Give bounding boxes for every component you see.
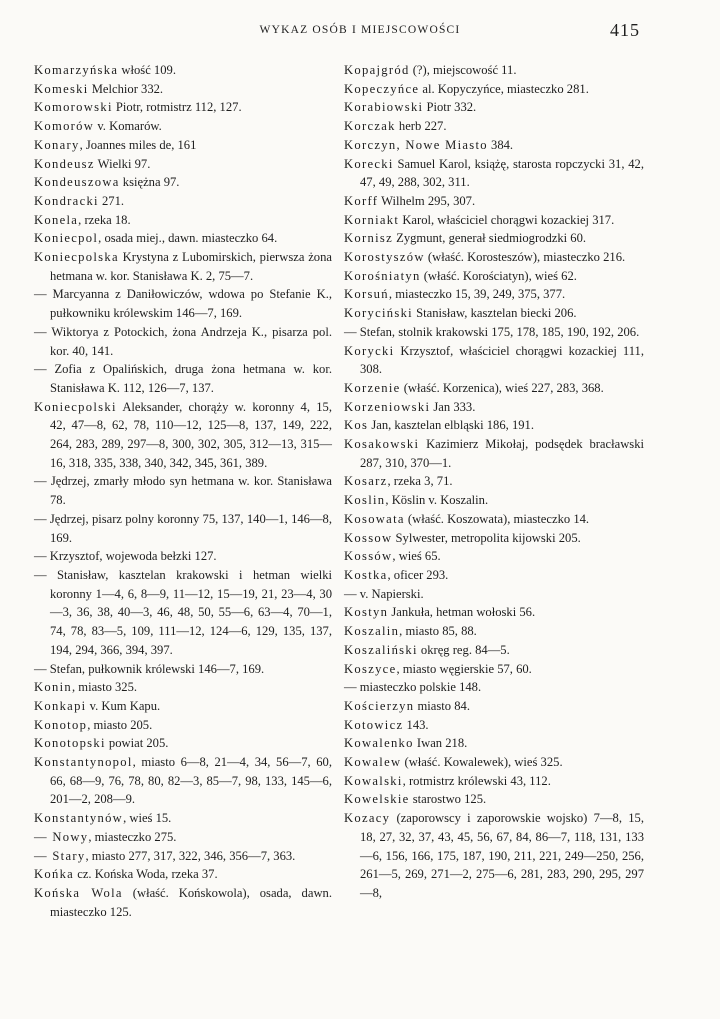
index-entry-text: — Jędrzej, pisarz polny koronny 75, 137, 140—1, 146—8, 169. [34, 511, 332, 545]
index-entry-text: (właść. Koszowata), miasteczko 14. [404, 511, 590, 526]
index-entry-text: — Stefan, pułkownik królewski 146—7, 169. [34, 661, 265, 676]
index-headword: Końka [34, 867, 75, 882]
index-headword: Koszyce [344, 661, 397, 676]
index-entry [344, 641, 644, 660]
page-number: 415 [610, 20, 640, 40]
index-headword: Koszaliński [344, 642, 418, 657]
index-headword: Kopajgród [344, 63, 410, 77]
index-entry-text: — Zofia z Opalińskich, druga żona hetmana w. kor. Stanisława K. 112, 126—7, 137. [34, 362, 332, 395]
index-entry [344, 622, 644, 641]
index-entry-text: , rzeka 3, 71. [387, 474, 453, 489]
index-entry-text: , osada miej., dawn. miasteczko 64. [98, 231, 278, 246]
index-headword: Kosowata [344, 511, 405, 526]
index-entry-text: , miasteczko 275. [88, 829, 177, 844]
index-entry-text: cz. Końska Woda, rzeka 37. [74, 867, 218, 882]
index-entry-text: — Wiktorya z Potockich, żona Andrzeja K., pisarza pol. kor. 40, 141. [34, 324, 332, 358]
index-headword: Komorowski [34, 100, 113, 115]
index-headword: Korff [344, 193, 379, 208]
index-entry-text: , Joannes miles de, 161 [79, 137, 197, 152]
index-subentry [34, 285, 332, 322]
index-headword: Korsuń [344, 287, 389, 302]
index-entry [344, 136, 644, 155]
index-entry-text: 384. [487, 137, 514, 152]
index-entry-text: , miasto 85, 88. [399, 624, 477, 639]
index-entry-text: 271. [98, 193, 125, 208]
index-entry-text: Melchior 332. [88, 81, 164, 96]
index-headword: Korzeniowski [344, 399, 431, 414]
index-headword: Konin [34, 680, 72, 695]
index-entry-text: Aleksander, chorąży w. koronny 4, 15, 42, 47—8, 62, 78, 110—12, 125—8, 137, 149, 222, 264, 283, 289, 297—8, 300, 302, 305, 312—13, 315—16, 318, 335, 338, 340, 342, 345, 361, 389. [50, 399, 332, 470]
index-entry-text: (właść. Korosteszów), miasteczko 216. [424, 250, 626, 265]
index-entry [34, 229, 332, 248]
index-entry-text: Piotr 332. [423, 100, 477, 115]
index-headword: Końska Wola [34, 885, 123, 900]
index-entry-text: — Stanisław, kasztelan krakowski i hetman wielki koronny 1—4, 6, 8—9, 11—12, 15—19, 21, 23—4, 30—3, 36, 38, 40—3, 46, 48, 50, 55—6, 63—4, 70—1, 74, 78, 83—5, 109, 111—12, 124—6, 129, 135, 137, 194, 294, 366, 394, 397. [34, 567, 332, 657]
index-headword: Konotop [34, 717, 88, 732]
index-headword: Korniakt [344, 212, 400, 227]
index-entry [344, 304, 644, 323]
index-subentry [344, 585, 644, 604]
index-entry [344, 98, 644, 117]
index-entry [34, 248, 332, 285]
index-entry-text: — Jędrzej, zmarły młodo syn hetmana w. kor. Stanisława 78. [34, 474, 332, 508]
index-entry-text: , Köslin v. Koszalin. [385, 493, 489, 508]
index-subentry [344, 323, 644, 342]
index-entry-text: księżna 97. [119, 175, 180, 190]
index-headword: Konotopski [34, 736, 106, 751]
index-headword: Kozacy [344, 811, 391, 826]
index-entry-text: , miasto 277, 317, 322, 346, 356—7, 363. [85, 848, 296, 863]
index-entry [34, 753, 332, 809]
index-entry [34, 398, 332, 473]
index-subentry [34, 472, 332, 509]
index-entry [34, 678, 332, 697]
index-subentry [34, 510, 332, 547]
index-entry [344, 491, 644, 510]
index-entry [344, 192, 644, 211]
index-entry-text: Stanisław, kasztelan biecki 206. [412, 306, 577, 321]
index-entry [344, 435, 644, 472]
index-entry-text: al. Kopyczyńce, miasteczko 281. [419, 81, 589, 96]
index-entry [344, 697, 644, 716]
index-subentry [34, 547, 332, 566]
index-entry-text: v. Komarów. [94, 119, 162, 134]
index-entry-text: powiat 205. [105, 736, 169, 751]
index-entry [344, 61, 644, 80]
index-headword: Komorów [34, 119, 95, 134]
index-entry [344, 809, 644, 903]
index-column-right [344, 61, 644, 903]
index-entry-text: (właść. Korzenica), wieś 227, 283, 368. [400, 380, 604, 395]
index-entry-text: okręg reg. 84—5. [417, 642, 510, 657]
index-headword: Konkapi [34, 698, 87, 713]
index-headword: Kosarz [344, 474, 388, 489]
index-headword: Kossów [344, 549, 393, 564]
index-entry-text: włość 109. [118, 63, 176, 77]
index-entry [344, 248, 644, 267]
index-subentry [34, 360, 332, 397]
index-headword: Kowalenko [344, 736, 414, 751]
index-entry [34, 192, 332, 211]
index-entry-text: , miasto węgierskie 57, 60. [396, 661, 532, 676]
index-entry [34, 809, 332, 828]
index-headword: Korczak [344, 119, 396, 134]
index-entry [344, 379, 644, 398]
index-entry-text: Wilhelm 295, 307. [378, 193, 476, 208]
index-headword: Konstantynopol [34, 755, 133, 770]
index-subentry [34, 660, 332, 679]
index-entry-text: herb 227. [395, 119, 447, 134]
index-entry-text: — Marcyanna z Daniłowiczów, wdowa po Stefanie K., pułkowniku królewskim 146—7, 169. [34, 287, 332, 321]
index-entry-text: Kazimierz Mikołaj, podsędek bracławski 287, 310, 370—1. [360, 437, 644, 470]
index-headword: Kornisz [344, 231, 393, 246]
index-entry [34, 155, 332, 174]
running-head: WYKAZ OSÓB I MIEJSCOWOŚCI [259, 24, 461, 36]
index-entry [344, 603, 644, 622]
index-entry [344, 790, 644, 809]
index-entry [344, 566, 644, 585]
index-entry-text: Piotr, rotmistrz 112, 127. [112, 100, 242, 115]
index-entry-text: Samuel Karol, książę, starosta ropczycki 31, 42, 47, 49, 288, 302, 311. [360, 156, 644, 190]
index-entry-text: — miasteczko polskie 148. [344, 680, 482, 695]
index-entry-text: , wieś 15. [123, 811, 172, 826]
index-headword: Kos [344, 418, 369, 433]
index-headword: Koniecpol [34, 231, 99, 246]
index-headword: Kowelskie [344, 792, 410, 807]
index-entry-text: , wieś 65. [392, 549, 441, 564]
index-entry [344, 753, 644, 772]
index-headword: Kostyn [344, 605, 389, 620]
index-subentry [34, 323, 332, 360]
index-entry-text: , rotmistrz królewski 43, 112. [402, 773, 551, 788]
index-headword: Korecki [344, 156, 394, 171]
index-entry [344, 472, 644, 491]
index-headword: Koryciński [344, 306, 413, 321]
index-headword: Kondeusz [34, 156, 95, 171]
index-entry-text: (właść. Końskowola), osada, dawn. miasteczko 125. [50, 885, 332, 919]
index-entry-text: 143. [403, 717, 429, 732]
index-headword: Kossow [344, 530, 393, 545]
index-headword: — Nowy [34, 829, 89, 844]
index-entry [344, 229, 644, 248]
index-headword: Konela [34, 212, 79, 227]
index-entry [344, 772, 644, 791]
index-entry-text: (właść. Korościatyn), wieś 62. [420, 268, 577, 283]
index-entry-text: Sylwester, metropolita kijowski 205. [392, 530, 581, 545]
index-headword: Konstantynów [34, 811, 124, 826]
index-entry [344, 80, 644, 99]
index-headword: Korzenie [344, 380, 401, 395]
index-entry [34, 884, 332, 921]
index-headword: Kosakowski [344, 437, 420, 452]
index-headword: Kowalski [344, 773, 403, 788]
index-entry [34, 136, 332, 155]
index-headword: Korczyn, Nowe Miasto [344, 137, 488, 152]
index-entry-text: Zygmunt, generał siedmiogrodzki 60. [392, 231, 587, 246]
index-headword: Koslin [344, 493, 386, 508]
index-entry [34, 211, 332, 230]
index-entry [344, 547, 644, 566]
index-headword: Koszalin [344, 624, 400, 639]
index-entry [34, 117, 332, 136]
index-entry [344, 660, 644, 679]
index-entry-text: miasto 84. [414, 698, 470, 713]
index-headword: Korycki [344, 343, 395, 358]
index-headword: Korabiowski [344, 100, 424, 115]
index-headword: Komarzyńska [34, 63, 119, 77]
index-entry [344, 529, 644, 548]
index-headword: Komeski [34, 81, 89, 96]
index-entry [344, 117, 644, 136]
index-entry [34, 80, 332, 99]
index-entry [344, 716, 644, 735]
index-entry-text: Jan, kasztelan elbląski 186, 191. [368, 418, 534, 433]
index-entry-text: Jan 333. [430, 399, 476, 414]
index-entry-text: Wielki 97. [94, 156, 151, 171]
index-headword: Kościerzyn [344, 698, 415, 713]
index-entry [34, 716, 332, 735]
index-subentry [34, 847, 332, 866]
index-subentry [344, 678, 644, 697]
index-headword: Konary [34, 137, 80, 152]
index-entry-text: Krzysztof, właściciel chorągwi kozackiej 111, 308. [360, 343, 644, 377]
index-entry-text: , miasto 205. [87, 717, 153, 732]
index-entry-text: , oficer 293. [387, 567, 449, 582]
index-entry [344, 734, 644, 753]
index-headword: Kotowicz [344, 717, 404, 732]
index-entry-text: Iwan 218. [413, 736, 468, 751]
index-headword: Kondracki [34, 193, 99, 208]
index-entry [344, 155, 644, 192]
index-entry-text: Krystyna z Lubomirskich, pierwsza żona hetmana w. kor. Stanisława K. 2, 75—7. [50, 250, 332, 283]
index-entry-text: , miasto 6—8, 21—4, 34, 56—7, 60, 66, 68—9, 76, 78, 80, 82—3, 85—7, 98, 133, 145—6, 201—2, 208—9. [50, 755, 332, 807]
index-headword: Kowalew [344, 755, 402, 770]
index-entry [344, 285, 644, 304]
index-entry-text: Jankuła, hetman wołoski 56. [388, 605, 536, 620]
index-entry-text: starostwo 125. [409, 792, 487, 807]
index-headword: Kondeuszowa [34, 175, 120, 190]
index-headword: Koniecpolska [34, 250, 119, 265]
index-headword: Korośniatyn [344, 268, 421, 283]
index-entry [344, 267, 644, 286]
index-entry [344, 510, 644, 529]
index-entry-text: (?), miejscowość 11. [409, 63, 517, 77]
index-entry [34, 98, 332, 117]
index-subentry [34, 566, 332, 660]
index-entry-text: (zaporowscy i zaporowskie wojsko) 7—8, 15, 18, 27, 32, 37, 43, 45, 56, 67, 84, 86—7, 118, 131, 133—6, 156, 166, 175, 187, 190, 211, 221, 249—250, 256, 261—5, 269, 271—2, 275—6, 281, 283, 290, 295, 297—8, [360, 811, 644, 900]
index-column-left [34, 61, 332, 921]
index-entry [34, 61, 332, 80]
index-entry-text: , rzeka 18. [78, 212, 131, 227]
index-entry [34, 734, 332, 753]
page-header [0, 22, 720, 46]
index-entry-text: Karol, właściciel chorągwi kozackiej 317. [399, 212, 615, 227]
index-entry-text: — Krzysztof, wojewoda bełzki 127. [34, 549, 217, 564]
index-headword: Korostyszów [344, 250, 425, 265]
index-entry-text: , miasteczko 15, 39, 249, 375, 377. [388, 287, 566, 302]
index-entry-text: — Stefan, stolnik krakowski 175, 178, 185, 190, 192, 206. [344, 324, 640, 339]
index-entry-text: v. Kum Kapu. [86, 698, 161, 713]
index-headword: Kostka [344, 567, 388, 582]
index-headword: Koniecpolski [34, 399, 117, 414]
index-entry-text: (właść. Kowalewek), wieś 325. [401, 755, 563, 770]
index-entry [34, 865, 332, 884]
index-entry [34, 697, 332, 716]
index-subentry [34, 828, 332, 847]
index-entry [34, 173, 332, 192]
index-entry [344, 416, 644, 435]
index-entry [344, 342, 644, 379]
index-headword: Kopeczyńce [344, 81, 420, 96]
index-entry-text: — v. Napierski. [344, 586, 424, 601]
index-entry-text: , miasto 325. [71, 680, 138, 695]
index-headword: — Stary [34, 848, 86, 863]
index-entry [344, 398, 644, 417]
index-entry [344, 211, 644, 230]
